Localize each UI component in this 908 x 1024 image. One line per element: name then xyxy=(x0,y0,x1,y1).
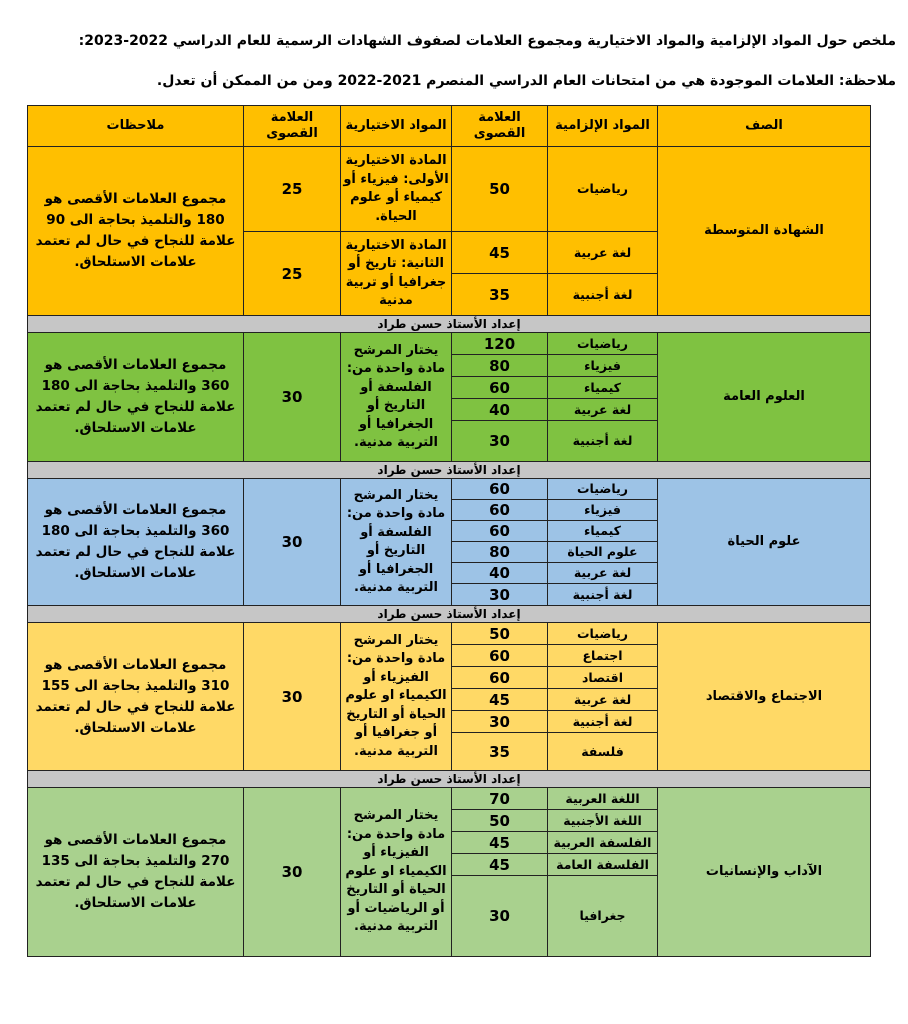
grade-cell: الآداب والإنسانيات xyxy=(658,788,871,957)
grades-table xyxy=(27,105,871,957)
table-row xyxy=(28,788,871,810)
optional-cell: المادة الاختيارية الثانية: تاريخ أو جغرافيا أو تربية مدنية xyxy=(341,232,452,316)
subject-max-cell: 120 xyxy=(452,333,548,355)
subject-max-cell: 60 xyxy=(452,667,548,689)
subject-cell: رياضيات xyxy=(548,479,658,500)
optional-max-cell: 30 xyxy=(244,623,341,771)
subject-cell: رياضيات xyxy=(548,147,658,232)
remarks-cell: مجموع العلامات الأقصى هو 360 والتلميذ بحاجة الى 180 علامة للنجاح في حال لم تعتمد علامات الاستلحاق. xyxy=(28,333,244,462)
table-row xyxy=(28,623,871,645)
table-row xyxy=(28,147,871,232)
grade-cell: الشهادة المتوسطة xyxy=(658,147,871,316)
optional-max-cell: 30 xyxy=(244,479,341,606)
subject-max-cell: 70 xyxy=(452,788,548,810)
subject-max-cell: 45 xyxy=(452,854,548,876)
subject-max-cell: 50 xyxy=(452,147,548,232)
subject-max-cell: 50 xyxy=(452,623,548,645)
subject-max-cell: 40 xyxy=(452,399,548,421)
subject-cell: لغة عربية xyxy=(548,232,658,274)
remarks-cell: مجموع العلامات الأقصى هو 360 والتلميذ بحاجة الى 180 علامة للنجاح في حال لم تعتمد علامات الاستلحاق. xyxy=(28,479,244,606)
subject-cell: لغة أجنبية xyxy=(548,421,658,462)
subject-cell: جغرافيا xyxy=(548,876,658,957)
optional-cell: يختار المرشح مادة واحدة من: الفلسفة أو التاريخ أو الجغرافيا أو التربية مدنية. xyxy=(341,333,452,462)
table-row xyxy=(28,479,871,500)
subject-cell: الفلسفة العامة xyxy=(548,854,658,876)
subject-cell: الفلسفة العربية xyxy=(548,832,658,854)
subject-max-cell: 45 xyxy=(452,832,548,854)
author-credit: إعداد الأستاذ حسن طراد xyxy=(28,606,871,623)
subject-max-cell: 60 xyxy=(452,521,548,542)
subject-cell: لغة أجنبية xyxy=(548,711,658,733)
subject-cell: اقتصاد xyxy=(548,667,658,689)
header-optional-max: العلامة القصوى xyxy=(244,106,341,147)
subject-cell: اللغة الأجنبية xyxy=(548,810,658,832)
grade-cell: علوم الحياة xyxy=(658,479,871,606)
optional-cell: يختار المرشح مادة واحدة من: الفيزياء أو الكيمياء او علوم الحياة أو التاريخ أو جغرافيا أو التربية مدنية. xyxy=(341,623,452,771)
subject-max-cell: 60 xyxy=(452,500,548,521)
table-header-row xyxy=(28,106,871,147)
subject-cell: كيمياء xyxy=(548,377,658,399)
separator-row xyxy=(28,462,871,479)
subject-cell: فيزياء xyxy=(548,355,658,377)
subject-max-cell: 30 xyxy=(452,711,548,733)
optional-max-cell: 30 xyxy=(244,333,341,462)
optional-max-cell: 25 xyxy=(244,147,341,232)
remarks-cell: مجموع العلامات الأقصى هو 180 والتلميذ بحاجة الى 90 علامة للنجاح في حال لم تعتمد علامات الاستلحاق. xyxy=(28,147,244,316)
subject-max-cell: 30 xyxy=(452,421,548,462)
document-title: ملخص حول المواد الإلزامية والمواد الاختيارية ومجموع العلامات لصفوف الشهادات الرسمية للعام الدراسي 2022-2023: xyxy=(78,33,896,49)
subject-cell: رياضيات xyxy=(548,623,658,645)
optional-max-cell: 25 xyxy=(244,232,341,316)
subject-cell: لغة عربية xyxy=(548,399,658,421)
author-credit: إعداد الأستاذ حسن طراد xyxy=(28,771,871,788)
header-optional: المواد الاختيارية xyxy=(341,106,452,147)
remarks-cell: مجموع العلامات الأقصى هو 270 والتلميذ بحاجة الى 135 علامة للنجاح في حال لم تعتمد علامات الاستلحاق. xyxy=(28,788,244,957)
optional-cell: يختار المرشح مادة واحدة من: الفيزياء أو الكيمياء او علوم الحياة أو التاريخ أو الرياضيات أو التربية مدنية. xyxy=(341,788,452,957)
grade-cell: الاجتماع والاقتصاد xyxy=(658,623,871,771)
separator-row xyxy=(28,771,871,788)
author-credit: إعداد الأستاذ حسن طراد xyxy=(28,316,871,333)
optional-max-cell: 30 xyxy=(244,788,341,957)
header-mandatory: المواد الإلزامية xyxy=(548,106,658,147)
header-grade: الصف xyxy=(658,106,871,147)
subject-cell: رياضيات xyxy=(548,333,658,355)
subject-cell: فلسفة xyxy=(548,733,658,771)
subject-max-cell: 35 xyxy=(452,274,548,316)
subject-cell: لغة عربية xyxy=(548,563,658,584)
subject-cell: كيمياء xyxy=(548,521,658,542)
subject-cell: اللغة العربية xyxy=(548,788,658,810)
subject-max-cell: 50 xyxy=(452,810,548,832)
grade-cell: العلوم العامة xyxy=(658,333,871,462)
subject-cell: لغة أجنبية xyxy=(548,584,658,606)
document-note: ملاحظة: العلامات الموجودة هي من امتحانات العام الدراسي المنصرم 2021-2022 ومن من الممكن أن تعدل. xyxy=(156,73,896,89)
subject-max-cell: 80 xyxy=(452,355,548,377)
remarks-cell: مجموع العلامات الأقصى هو 310 والتلميذ بحاجة الى 155 علامة للنجاح في حال لم تعتمد علامات الاستلحاق. xyxy=(28,623,244,771)
subject-max-cell: 45 xyxy=(452,232,548,274)
separator-row xyxy=(28,316,871,333)
subject-max-cell: 30 xyxy=(452,584,548,606)
subject-cell: اجتماع xyxy=(548,645,658,667)
subject-cell: فيزياء xyxy=(548,500,658,521)
subject-cell: لغة أجنبية xyxy=(548,274,658,316)
subject-max-cell: 35 xyxy=(452,733,548,771)
subject-max-cell: 30 xyxy=(452,876,548,957)
subject-max-cell: 60 xyxy=(452,479,548,500)
subject-max-cell: 80 xyxy=(452,542,548,563)
author-credit: إعداد الأستاذ حسن طراد xyxy=(28,462,871,479)
table-row xyxy=(28,333,871,355)
separator-row xyxy=(28,606,871,623)
grades-table-container xyxy=(27,105,870,957)
optional-cell: المادة الاختيارية الأولى: فيزياء أو كيمياء أو علوم الحياة. xyxy=(341,147,452,232)
subject-max-cell: 60 xyxy=(452,645,548,667)
subject-max-cell: 40 xyxy=(452,563,548,584)
header-remarks: ملاحظات xyxy=(28,106,244,147)
header-mandatory-max: العلامة القصوى xyxy=(452,106,548,147)
optional-cell: يختار المرشح مادة واحدة من: الفلسفة أو التاريخ أو الجغرافيا أو التربية مدنية. xyxy=(341,479,452,606)
subject-max-cell: 45 xyxy=(452,689,548,711)
subject-cell: لغة عربية xyxy=(548,689,658,711)
subject-cell: علوم الحياة xyxy=(548,542,658,563)
subject-max-cell: 60 xyxy=(452,377,548,399)
